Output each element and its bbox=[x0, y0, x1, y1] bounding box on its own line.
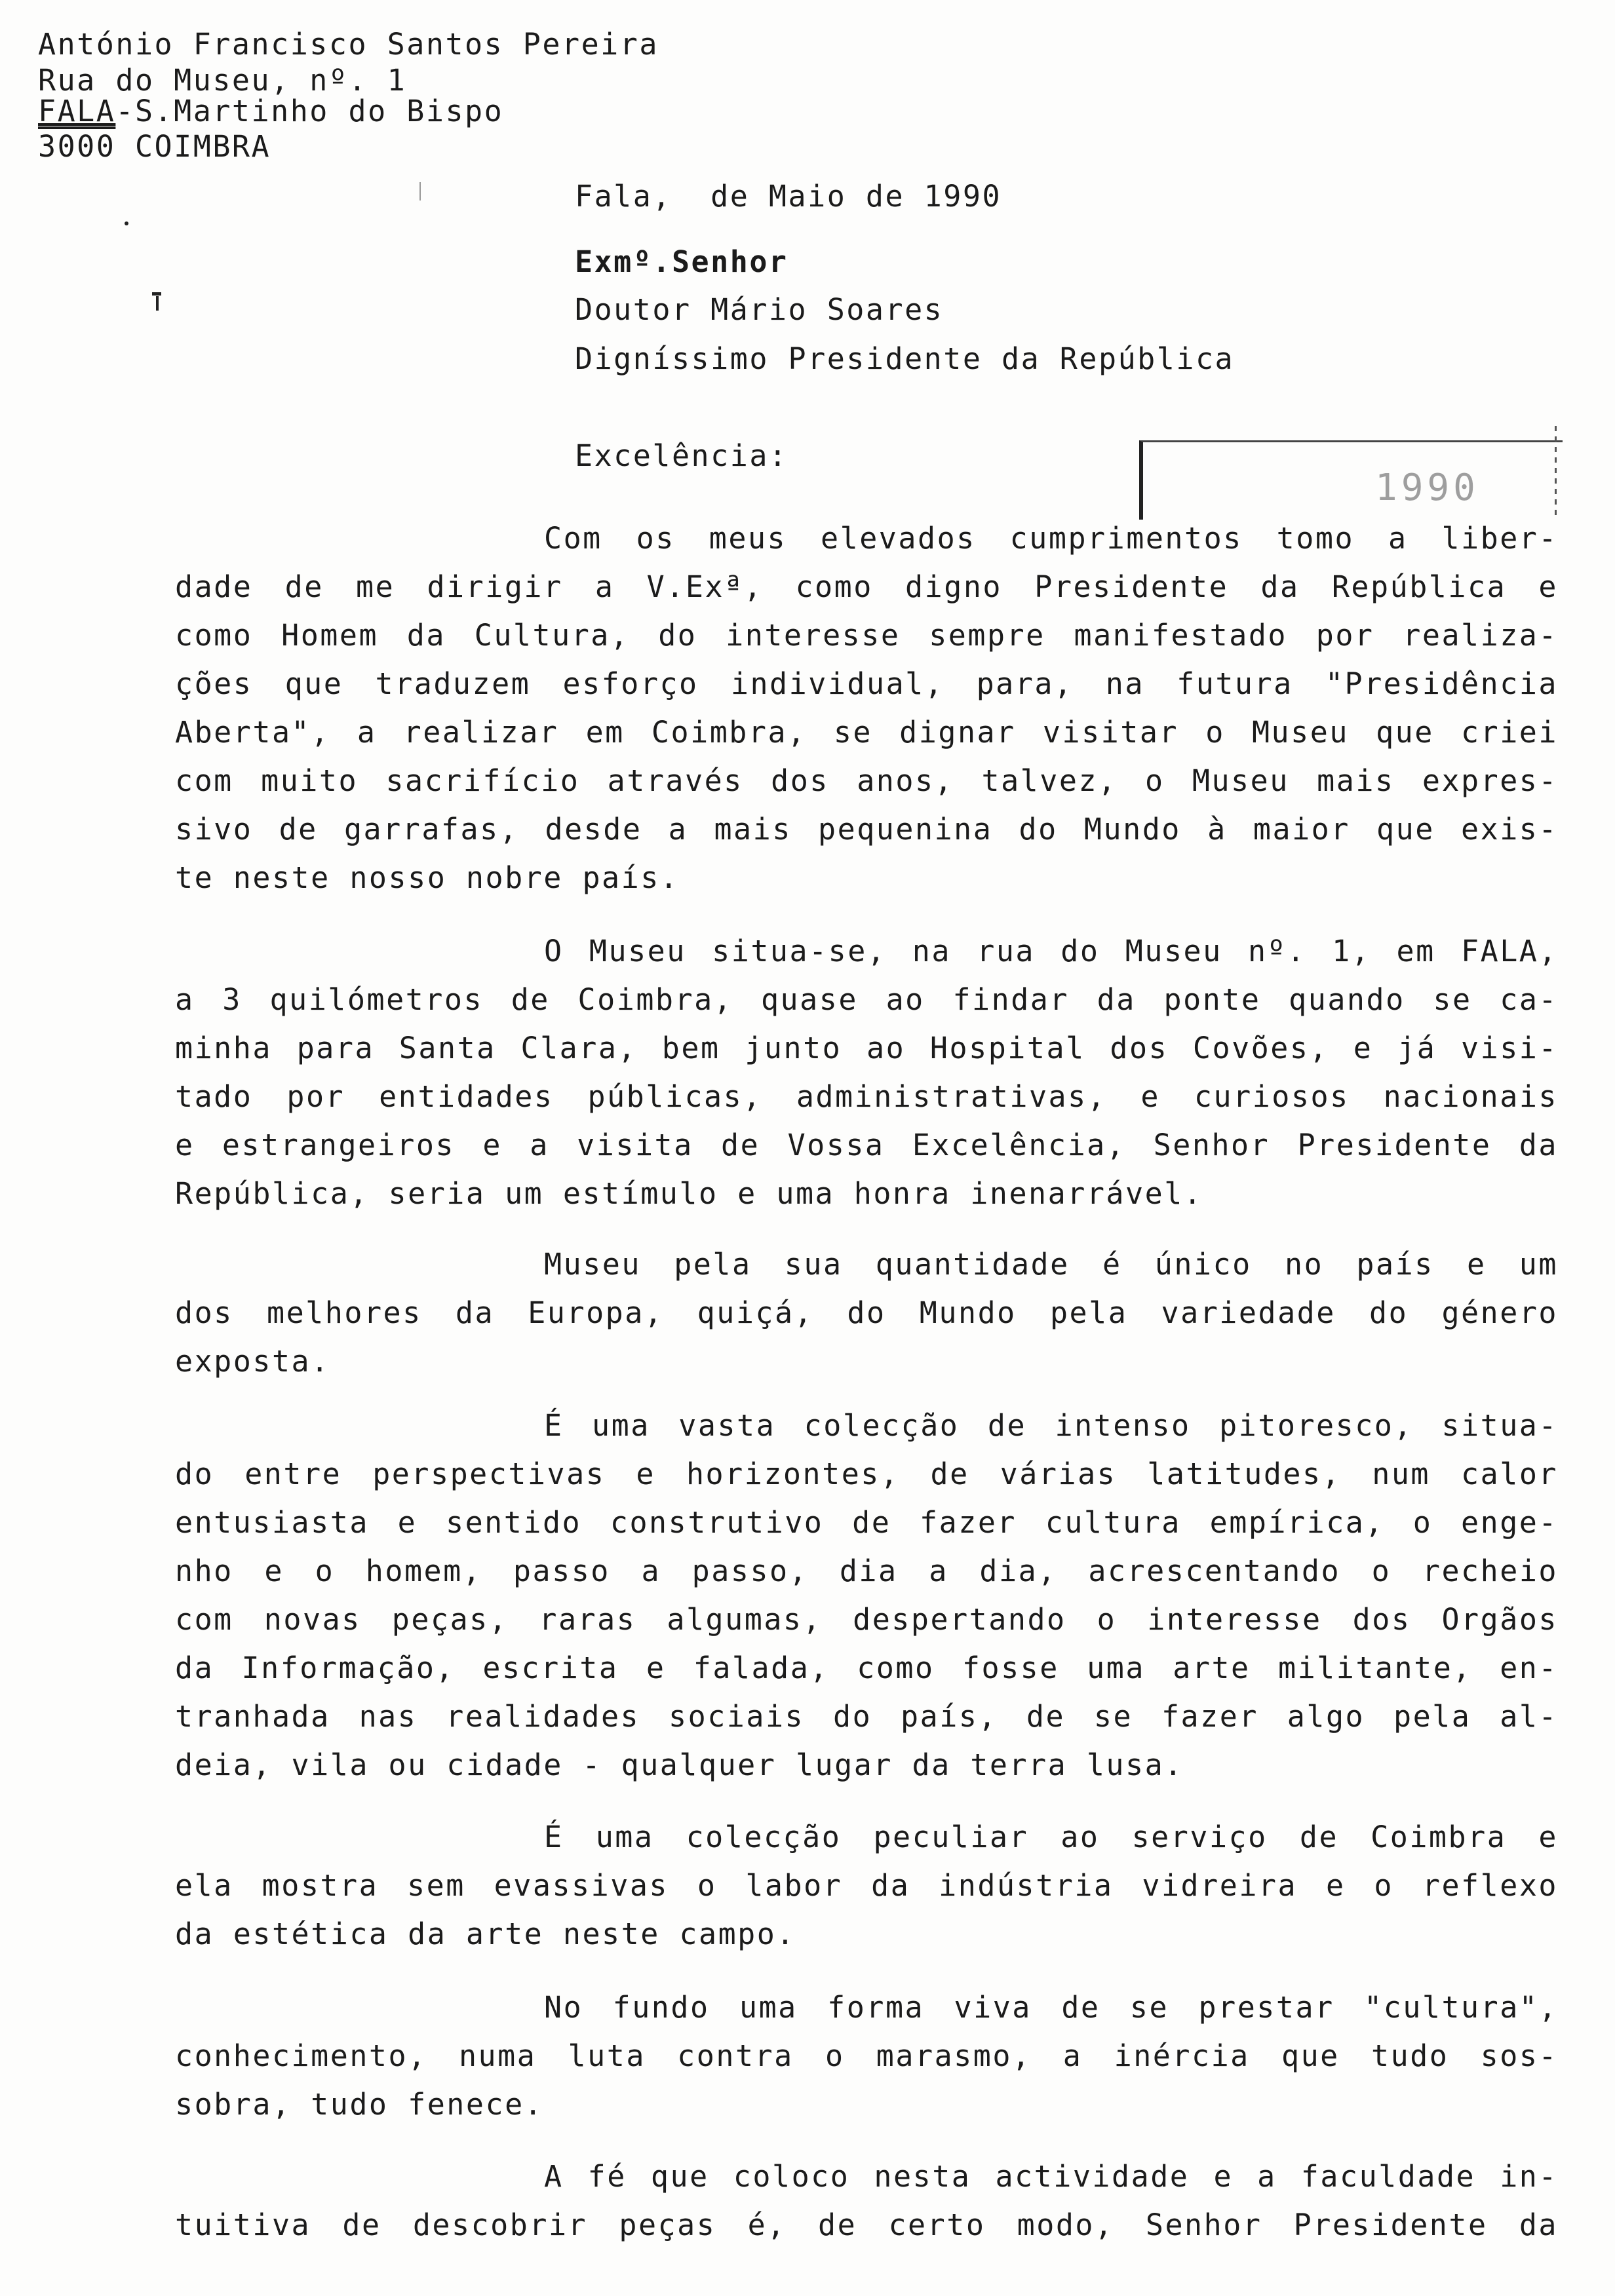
p4-line-8: deia, vila ou cidade - qualquer lugar da terra lusa. bbox=[175, 1748, 1184, 1782]
sender-name: António Francisco Santos Pereira bbox=[38, 27, 659, 62]
p6-line-2: conhecimento, numa luta contra o marasmo, a inércia que tudo sos- bbox=[175, 2038, 1558, 2073]
ink-mark bbox=[152, 292, 161, 296]
p2-line-1: O Museu situa-se, na rua do Museu nº. 1, em FALA, bbox=[544, 934, 1558, 968]
p4-line-4: nho e o homem, passo a passo, dia a dia, acrescentando o recheio bbox=[175, 1554, 1558, 1588]
p1-line-6: com muito sacrifício através dos anos, talvez, o Museu mais expres- bbox=[175, 763, 1558, 798]
p2-line-5: e estrangeiros e a visita de Vossa Excelência, Senhor Presidente da bbox=[175, 1128, 1558, 1162]
ink-tick bbox=[419, 182, 421, 201]
p4-line-5: com novas peças, raras algumas, despertando o interesse dos Orgãos bbox=[175, 1602, 1558, 1637]
p1-line-3: como Homem da Cultura, do interesse sempre manifestado por realiza- bbox=[175, 618, 1558, 653]
p2-line-2: a 3 quilómetros de Coimbra, quase ao findar da ponte quando se ca- bbox=[175, 982, 1558, 1017]
p4-line-7: tranhada nas realidades sociais do país, de se fazer algo pela al- bbox=[175, 1699, 1558, 1734]
sender-city: COIMBRA bbox=[115, 129, 271, 164]
received-stamp bbox=[1139, 440, 1563, 520]
recipient-title: Digníssimo Presidente da República bbox=[575, 341, 1235, 376]
p2-line-4: tado por entidades públicas, administrativas, e curiosos nacionais bbox=[175, 1079, 1558, 1114]
recipient-name: Doutor Mário Soares bbox=[575, 292, 944, 327]
sender-place-rest: -S.Martinho do Bispo bbox=[115, 94, 504, 128]
p3-line-1: Museu pela sua quantidade é único no país e um bbox=[544, 1247, 1558, 1282]
sender-place-main: FALA bbox=[38, 94, 116, 128]
greeting: Excelência: bbox=[575, 438, 788, 473]
p4-line-6: da Informação, escrita e falada, como fosse uma arte militante, en- bbox=[175, 1651, 1558, 1685]
p4-line-2: do entre perspectivas e horizontes, de várias latitudes, num calor bbox=[175, 1457, 1558, 1491]
p1-line-1: Com os meus elevados cumprimentos tomo a liber- bbox=[544, 521, 1558, 556]
p4-line-3: entusiasta e sentido construtivo de fazer cultura empírica, o enge- bbox=[175, 1505, 1558, 1540]
received-stamp-edge bbox=[1555, 426, 1557, 518]
p1-line-4: ções que traduzem esforço individual, para, na futura "Presidência bbox=[175, 666, 1558, 701]
p5-line-2: ela mostra sem evassivas o labor da indústria vidreira e o reflexo bbox=[175, 1868, 1558, 1903]
p1-line-7: sivo de garrafas, desde a mais pequenina do Mundo à maior que exis- bbox=[175, 812, 1558, 847]
recipient-salutation: Exmº.Senhor bbox=[575, 244, 788, 279]
p1-line-5: Aberta", a realizar em Coimbra, se dignar visitar o Museu que criei bbox=[175, 715, 1558, 750]
date-line: Fala, de Maio de 1990 bbox=[575, 179, 1002, 214]
ink-dot bbox=[125, 221, 128, 225]
p2-line-3: minha para Santa Clara, bem junto ao Hospital dos Covões, e já visi- bbox=[175, 1031, 1558, 1065]
p3-line-3: exposta. bbox=[175, 1344, 330, 1379]
sender-street: Rua do Museu, nº. 1 bbox=[38, 63, 407, 98]
p5-line-1: É uma colecção peculiar ao serviço de Coimbra e bbox=[544, 1820, 1558, 1854]
p5-line-3: da estética da arte neste campo. bbox=[175, 1917, 796, 1951]
p1-line-8: te neste nosso nobre país. bbox=[175, 860, 680, 895]
p2-line-6: República, seria um estímulo e uma honra inenarrável. bbox=[175, 1176, 1203, 1211]
sender-place bbox=[38, 93, 503, 130]
sender-postal-code: 3000 bbox=[38, 129, 116, 164]
p1-line-2: dade de me dirigir a V.Exª, como digno Presidente da República e bbox=[175, 569, 1558, 604]
p7-line-1: A fé que coloco nesta actividade e a faculdade in- bbox=[544, 2159, 1558, 2194]
p6-line-1: No fundo uma forma viva de se prestar "cultura", bbox=[544, 1990, 1558, 2025]
p4-line-1: É uma vasta colecção de intenso pitoresco, situa- bbox=[544, 1408, 1558, 1443]
p3-line-2: dos melhores da Europa, quiçá, do Mundo pela variedade do género bbox=[175, 1295, 1558, 1330]
sender-postal bbox=[38, 128, 271, 165]
p6-line-3: sobra, tudo fenece. bbox=[175, 2087, 544, 2122]
ink-mark-stem bbox=[156, 296, 159, 311]
p7-line-2: tuitiva de descobrir peças é, de certo modo, Senhor Presidente da bbox=[175, 2208, 1558, 2242]
received-stamp-year: 1990 bbox=[1375, 467, 1479, 509]
